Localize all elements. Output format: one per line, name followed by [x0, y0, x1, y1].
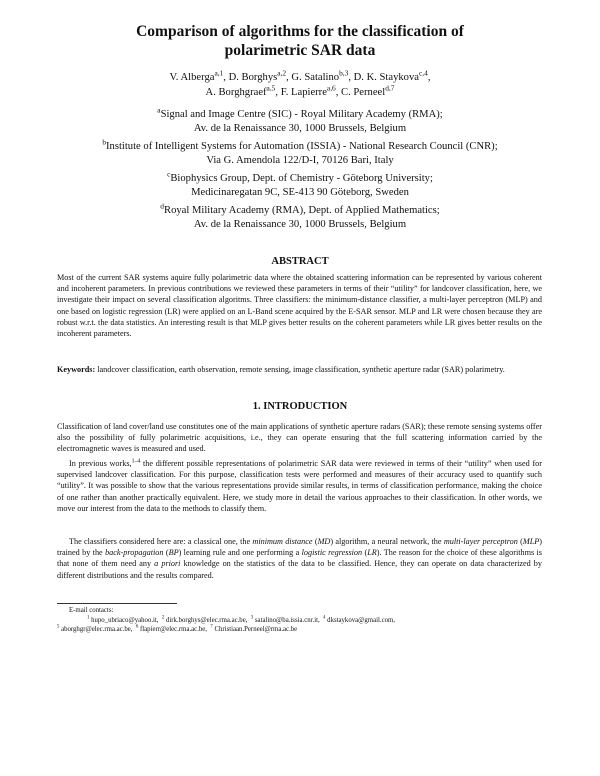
author-sep: ,	[223, 72, 229, 83]
author-name: A. Borghgraef	[205, 87, 267, 98]
affiliation-line: Institute of Intelligent Systems for Automation (ISSIA) - National Research Council (CNR);	[106, 141, 498, 152]
email-num: 1	[87, 615, 90, 621]
author-line-2	[60, 85, 540, 100]
intro-p2-start: In previous works,	[69, 459, 132, 468]
affiliation-list	[40, 105, 560, 236]
keywords-label: Keywords:	[57, 365, 96, 374]
author-name: F. Lapierre	[280, 87, 327, 98]
p3-em: LR	[367, 548, 377, 558]
email-num: 6	[135, 624, 139, 630]
author-sup: a,1	[214, 68, 224, 78]
email-address[interactable]: Christiaan.Perneel@rma.ac.be	[214, 626, 298, 634]
affiliation-letter: b	[102, 137, 107, 147]
author-sep: ,	[275, 87, 281, 98]
p3-em: MLP	[522, 537, 540, 546]
abstract-heading: ABSTRACT	[271, 256, 329, 267]
affiliation	[40, 137, 560, 167]
author-sep: ,	[427, 72, 431, 83]
email-address[interactable]: satalino@ba.issia.cnr.it,	[254, 616, 320, 624]
keywords	[57, 364, 542, 375]
affiliation-letter: d	[160, 201, 164, 211]
p3-em: MD	[317, 537, 331, 546]
author-sep: ,	[348, 72, 354, 83]
author-sup: b,3	[339, 68, 349, 78]
author-sep: ,	[335, 87, 342, 98]
affiliation-address: Av. de la Renaissance 30, 1000 Brussels, Belgium	[193, 218, 407, 230]
email-num: 5	[57, 624, 60, 630]
author-sup: a,6	[326, 83, 336, 93]
p3-em: minimum distance	[252, 537, 313, 546]
affiliation	[40, 201, 560, 231]
email-address[interactable]: dirk.borghys@elec.rma.ac.be,	[165, 616, 248, 624]
author-name: G. Satalino	[291, 72, 340, 83]
title-line-2: polarimetric SAR data	[224, 42, 376, 59]
author-name: D. K. Staykova	[353, 72, 419, 83]
footnote-line-1	[57, 616, 542, 626]
email-address[interactable]: flapierr@elec.rma.ac.be,	[140, 626, 208, 634]
email-num: 7	[210, 624, 213, 630]
p3-seg: The classifiers considered here are: a classical one, the	[69, 537, 253, 546]
email-address[interactable]: dkstaykova@gmail.com,	[327, 616, 395, 624]
footnote-emails	[57, 606, 542, 635]
author-name: C. Perneel	[341, 87, 386, 98]
abstract-text: Most of the current SAR systems aquire fully polarimetric data where the obtained scattering information can be represented by various coherent and incoherent parameters. In previous contributions we reviewed these parameters in terms of their “utility” for landcover classification, here, we investigate their impact on several classification algoritms. Three classifiers: the minimum-distance classifier, a multi-layer perceptron (MLP) and one based on logistic regression (LR) were applied on an L-Band scene acquired by the E-SAR sensor. MLP and LR were chosen because they are robust w.r.t. the data statistics. An interesting result is that MLP gives better results on the coherent parameters while LR gives better results on the incoherent parameters.	[57, 273, 542, 339]
p3-seg: ) learning rule and one performing a	[178, 548, 302, 558]
intro-paragraph-1: Classification of land cover/land use constitutes one of the main applications of synthetic aperture radars (SAR); these remote sensing systems offer also the possibility of fully polarimetric acquisitions, i.e., they can operate ensuring that the full scattering information carried by the electromagnetic waves is measured and used.	[57, 422, 542, 454]
footnote-line-2	[57, 625, 542, 635]
title-line-1: Comparison of algorithms for the classification of	[136, 23, 464, 40]
p3-em: a priori	[154, 559, 181, 569]
intro-paragraph-2	[57, 458, 542, 514]
author-sup: a,2	[277, 68, 287, 78]
p3-seg: ) trained by the	[57, 537, 543, 558]
author-sup: a,5	[266, 83, 276, 93]
author-sep: ,	[286, 72, 292, 83]
p3-seg: (	[163, 548, 169, 558]
introduction-heading: 1. INTRODUCTION	[252, 401, 348, 412]
author-name: V. Alberga	[169, 72, 215, 83]
affiliation-line: Royal Military Academy (RMA), Dept. of Applied Mathematics;	[164, 205, 440, 216]
p3-seg: ). The reason for the choice of these algorithms is that none of them need any	[57, 548, 542, 569]
email-num: 4	[323, 615, 326, 621]
p3-em: multi-layer perceptron	[443, 537, 518, 546]
author-name: D. Borghys	[228, 72, 278, 83]
affiliation-address: Via G. Amendola 122/D-I, 70126 Bari, Italy	[206, 154, 394, 166]
affiliation-line: Biophysics Group, Dept. of Chemistry - Göteborg University;	[170, 173, 433, 184]
citation: 1–4	[131, 458, 141, 465]
affiliation-address: Medicinaregatan 9C, SE-413 90 Göteborg, Sweden	[191, 186, 409, 198]
email-address[interactable]: hupo_ubriaco@yahoo.it,	[91, 616, 159, 624]
author-line-1	[60, 70, 540, 85]
author-list	[60, 70, 540, 100]
affiliation	[40, 105, 560, 135]
footnote-divider	[57, 603, 177, 604]
affiliation-line: Signal and Image Centre (SIC) - Royal Military Academy (RMA);	[160, 109, 443, 120]
p3-seg: knowledge on the statistics of the data to be classified. Hence, they can operate on data characterized by different distributions and the results compared.	[57, 559, 542, 580]
affiliation-letter: c	[167, 169, 171, 179]
affiliation-letter: a	[157, 105, 161, 115]
email-num: 3	[250, 615, 254, 621]
p3-em: BP	[168, 548, 179, 558]
affiliation-address: Av. de la Renaissance 30, 1000 Brussels, Belgium	[193, 122, 407, 134]
paper-title	[60, 22, 540, 60]
p3-seg: (	[517, 537, 523, 546]
keywords-text: landcover classification, earth observation, remote sensing, image classification, synthetic aperture radar (SAR) polarimetry.	[97, 365, 505, 374]
author-sup: d,7	[385, 83, 395, 93]
email-num: 2	[161, 615, 165, 621]
p3-seg: (	[362, 548, 368, 558]
intro-paragraph-3	[57, 536, 542, 581]
author-sup: c,4	[418, 68, 428, 78]
p3-seg: (	[312, 537, 318, 546]
footnote-label: E-mail contacts:	[69, 607, 114, 614]
p3-em: back-propagation	[105, 548, 164, 558]
intro-p2-rest: the different possible representations of polarimetric SAR data were reviewed in terms of their “utility” when used for supervised landcover classification. For this purpose, classification tests were performed and measures of their accuracy used to quantify such “utility”. It was possible to show that the various representations provide similar results, in terms of classification performance, making the choice of one rather than another practically equivalent. Here, we study more in detail the various approaches to their classification. In other words, we move our interest from the data to the methods to classify them.	[57, 459, 543, 513]
p3-em: logistic regression	[301, 548, 363, 558]
p3-seg: ) algorithm, a neural network, the	[330, 537, 444, 546]
affiliation	[40, 169, 560, 199]
email-address[interactable]: aborghgr@elec.rma.ac.be,	[61, 626, 133, 634]
